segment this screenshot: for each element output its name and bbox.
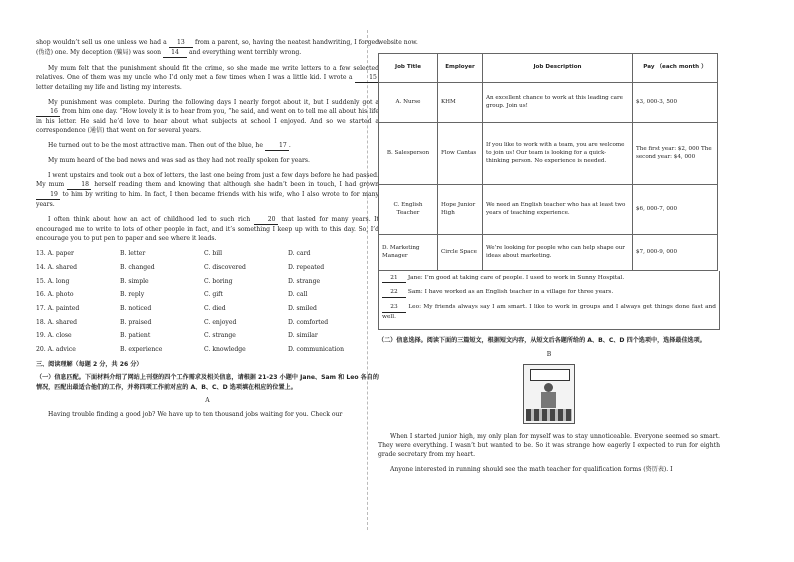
option: 20. A. advice — [36, 346, 76, 354]
continue-text: website now. — [378, 39, 418, 46]
classroom-illustration — [523, 364, 575, 424]
job-title: B. Salesperson — [379, 122, 438, 184]
answer-blank-21[interactable]: 21 — [382, 274, 406, 284]
header-pay: Pay （each month ） — [633, 53, 718, 82]
option: 16. A. photo — [36, 291, 74, 299]
passage-b-paragraph-2: Anyone interested in running should see the math teacher for qualification forms (资历表). I — [390, 466, 673, 474]
option: 19. A. close — [36, 332, 72, 340]
paragraph-1: shop wouldn’t sell us one unless we had a 13 from a parent, so, having the neatest handwriting, I forged (伪造) one. My deception (骗局) was soon 14 and everything went terribly wrong. — [36, 38, 379, 58]
passage-b-paragraph-1: When I started junior high, my only plan for myself was to stay unnoticeable. Everyone seemed so smart. They were everything. I wasn’t but wanted to be. So it was strange how eagerly I expected to run for eighth grade secretary from my heart. — [378, 433, 720, 459]
blank-16: 16 — [36, 107, 60, 117]
option: D. similar — [288, 332, 318, 340]
option: 18. A. shared — [36, 318, 78, 326]
section-subtitle: （一）信息匹配。下面材料介绍了网站上刊登的四个工作需求及相关信息，请根据 21-23 小题中 Jane、Sam 和 Leo 各自的情况，匹配出最适合他们的工作，并将四项工作前对应的 A、B、C、D 选项填在相应的位置上。 — [36, 374, 379, 391]
blank-13: 13 — [169, 38, 193, 48]
option: D. repeated — [288, 263, 325, 271]
option: B. changed — [120, 263, 155, 271]
option: B. simple — [120, 277, 149, 285]
job-employer: Circle Space — [438, 234, 483, 270]
option: B. noticed — [120, 304, 152, 312]
table-row — [379, 184, 718, 234]
options-grid — [36, 249, 379, 354]
option: B. praised — [120, 318, 152, 326]
passage-a-start: Having trouble finding a good job? We have up to ten thousand jobs waiting for you. Check our — [48, 411, 343, 419]
answer-blank-23[interactable]: 23 — [382, 303, 406, 313]
option: B. letter — [120, 250, 146, 258]
option: 15. A. long — [36, 277, 70, 285]
candidate-21: 21 Jane: I’m good at taking care of people. I used to work in Sunny Hospital. — [382, 274, 716, 284]
option: C. gift — [204, 291, 223, 299]
table-row — [379, 234, 718, 270]
right-column — [378, 38, 720, 480]
header-job-description: Job Description — [483, 53, 633, 82]
job-employer: Flow Cantas — [438, 122, 483, 184]
table-row — [379, 82, 718, 122]
option: C. died — [204, 304, 226, 312]
passage-letter-b: B — [546, 350, 552, 358]
option: 17. A. painted — [36, 304, 80, 312]
option: C. boring — [204, 277, 233, 285]
option: C. bill — [204, 250, 223, 258]
job-employer: Hope Junior High — [438, 184, 483, 234]
job-title: C. English Teacher — [379, 184, 438, 234]
paragraph-5: My mum heard of the bad news and was sad as they had not really spoken for years. — [48, 157, 310, 165]
table-header-row — [379, 53, 718, 82]
job-description: An excellent chance to work at this leading care group. Join us! — [483, 82, 633, 122]
candidate-23: 23 Leo: My friends always say I am smart. I like to work in groups and I always get things done fast and well. — [382, 304, 717, 320]
blank-18: 18 — [67, 180, 91, 190]
blank-14: 14 — [163, 48, 187, 58]
table-row — [379, 122, 718, 184]
paragraph-7: I often think about how an act of childhood led to such rich 20 that lasted for many years. It encouraged me to write to lots of other people in fact, and it’s something I keep up with to this day. So, I’d encourage you to put pen to paper and see where it leads. — [36, 216, 379, 243]
section-title: 三、阅读理解（每题 2 分，共 26 分） — [36, 361, 143, 369]
option: C. discovered — [204, 263, 246, 271]
section-subtitle-2: （二）信息选择。阅读下面的三篇短文，根据短文内容，从短文后各题所给的 A、B、C、D 四个选项中，选择最佳选项。 — [378, 337, 706, 345]
blank-17: 17 — [265, 141, 289, 151]
paragraph-6: I went upstairs and took out a box of letters, the last one being from just a few days before he had passed. My mum 18 herself reading them and knowing that although she hadn’t been in touch, I had grown 19 to him by writing to him. In fact, I then became friends with his wife, who I also wrote to for many years. — [36, 172, 379, 209]
option: C. strange — [204, 332, 236, 340]
job-employer: KHM — [438, 82, 483, 122]
option: C. enjoyed — [204, 318, 237, 326]
job-pay: $7, 000-9, 000 — [633, 234, 718, 270]
candidate-22: 22 Sam: I have worked as an English teacher in a village for three years. — [382, 288, 716, 298]
option: D. call — [288, 291, 308, 299]
paragraph-2: My mum felt that the punishment should fit the crime, so she made me write letters to a few selected relatives. One of them was my uncle who I’d only met a few times when I was a little kid. I wrote a 15 letter detailing my life and listing my interests. — [36, 64, 379, 92]
job-title: A. Nurse — [379, 82, 438, 122]
option: D. communication — [288, 346, 345, 354]
option: D. smiled — [288, 304, 317, 312]
option: C. knowledge — [204, 346, 246, 354]
header-job-title: Job Title — [379, 53, 438, 82]
option: D. card — [288, 250, 311, 258]
job-pay: $3, 000-3, 500 — [633, 82, 718, 122]
blank-19: 19 — [36, 190, 60, 200]
option: D. comforted — [288, 318, 329, 326]
header-employer: Employer — [438, 53, 483, 82]
jobs-table — [378, 53, 718, 271]
job-description: If you like to work with a team, you are welcome to join us! Our team is looking for a quick-thinking person. No experience is needed. — [483, 122, 633, 184]
job-pay: The first year: $2, 000 The second year: $4, 000 — [633, 122, 718, 184]
answer-blank-22[interactable]: 22 — [382, 288, 406, 298]
option: 13. A. paper — [36, 250, 74, 258]
blank-15: 15 — [355, 73, 379, 83]
option: D. strange — [288, 277, 321, 285]
option: 14. A. shared — [36, 263, 78, 271]
option: B. reply — [120, 291, 145, 299]
job-pay: $6, 000-7, 000 — [633, 184, 718, 234]
option: B. patient — [120, 332, 151, 340]
passage-letter-a: A — [205, 396, 210, 404]
option: B. experience — [120, 346, 163, 354]
paragraph-4: He turned out to be the most attractive man. Then out of the blue, he 17 . — [36, 141, 379, 151]
blank-20: 20 — [254, 215, 278, 225]
job-description: We need an English teacher who has at least two years of teaching experience. — [483, 184, 633, 234]
candidates-box — [378, 271, 720, 331]
job-description: We’re looking for people who can help shape our ideas about marketing. — [483, 234, 633, 270]
job-title: D. Marketing Manager — [379, 234, 438, 270]
paragraph-3: My punishment was complete. During the following days I nearly forgot about it, but I suddenly got a 16 from him one day. “How lovely it is to hear from you, ”he said, and went on to tell me all about his life in his letter. He said he’d love to hear about what subjects at school I enjoyed. And so we started a correspondence (通信) that went on for several years. — [36, 98, 379, 135]
left-column — [36, 38, 379, 425]
